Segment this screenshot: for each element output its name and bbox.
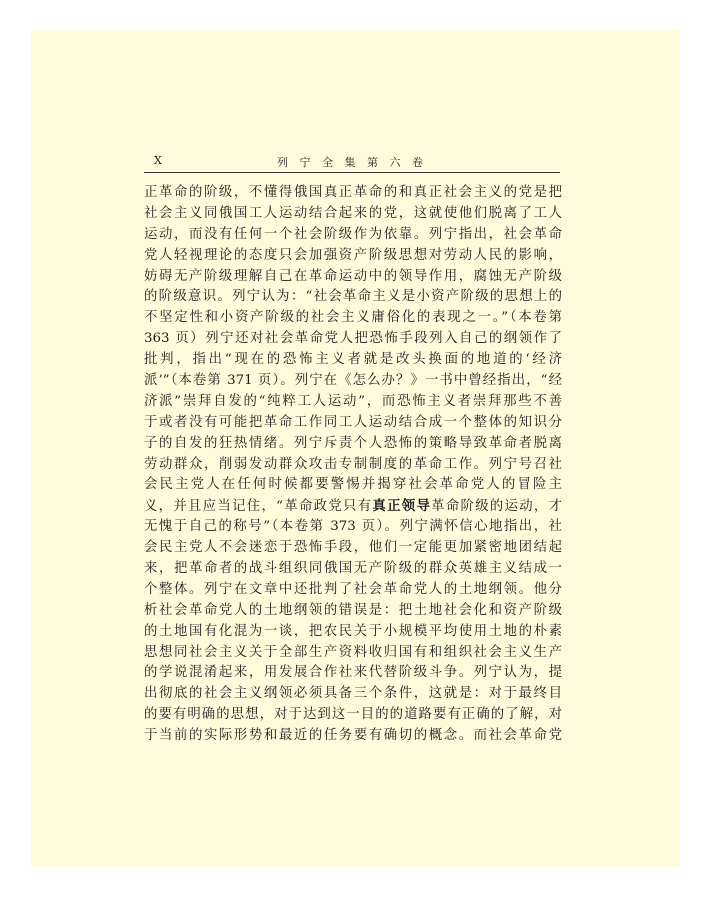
running-header bbox=[144, 150, 560, 170]
text-line-with-bold bbox=[144, 496, 562, 517]
text-line: 的阶级意识。列宁认为：“社会革命主义是小资产阶级的思想上的 bbox=[144, 289, 562, 305]
text-line: 运动，而没有任何一个社会阶级作为依靠。列宁指出，社会革命 bbox=[144, 226, 562, 242]
text-line: 正革命的阶级，不懂得俄国真正革命的和真正社会主义的党是把 bbox=[144, 185, 562, 200]
text-segment: 革命阶级的运动，才 bbox=[431, 499, 562, 515]
text-line: 会民主党人在任何时候都要警惕并揭穿社会革命党人的冒险主 bbox=[144, 477, 562, 493]
text-line: 批判，指出“现在的恐怖主义者就是改头换面的地道的‘经济 bbox=[144, 352, 562, 368]
running-title: 列 宁 全 集 第 六 卷 bbox=[277, 156, 427, 169]
text-segment: 义，并且应当记住，“革命政党只有 bbox=[144, 499, 373, 515]
text-line: 不坚定性和小资产阶级的社会主义庸俗化的表现之一。”（本卷第 bbox=[144, 310, 562, 326]
body-text bbox=[144, 183, 562, 747]
text-line: 的要有明确的思想，对于达到这一目的的道路要有正确的了解，对 bbox=[144, 707, 562, 723]
text-line: 的学说混淆起来，用发展合作社来代替阶级斗争。列宁认为，提 bbox=[144, 665, 562, 681]
text-line: 于当前的实际形势和最近的任务要有确切的概念。而社会革命党 bbox=[144, 728, 562, 744]
text-line: 党人轻视理论的态度只会加强资产阶级思想对劳动人民的影响， bbox=[144, 247, 562, 263]
header-rule bbox=[144, 172, 560, 173]
text-line: 个整体。列宁在文章中还批判了社会革命党人的土地纲领。他分 bbox=[144, 581, 562, 597]
text-line: 出彻底的社会主义纲领必须具备三个条件，这就是：对于最终目 bbox=[144, 686, 562, 702]
text-line: 363 页）列宁还对社会革命党人把恐怖手段列入自己的纲领作了 bbox=[144, 331, 562, 347]
text-line: 劳动群众，削弱发动群众攻击专制制度的革命工作。列宁号召社 bbox=[144, 456, 562, 472]
text-line: 来，把革命者的战斗组织同俄国无产阶级的群众英雄主义结成一 bbox=[144, 561, 562, 577]
text-line: 子的自发的狂热情绪。列宁斥责个人恐怖的策略导致革命者脱离 bbox=[144, 435, 562, 451]
text-line: 派’”（本卷第 371 页）。列宁在《怎么办？》一书中曾经指出，“经 bbox=[144, 373, 562, 389]
text-line: 济派”崇拜自发的“纯粹工人运动”，而恐怖主义者崇拜那些不善 bbox=[144, 393, 562, 409]
text-line: 析社会革命党人的土地纲领的错误是：把土地社会化和资产阶级 bbox=[144, 602, 562, 618]
text-line: 思想同社会主义关于全部生产资料收归国有和组织社会主义生产 bbox=[144, 644, 562, 660]
page-number: X bbox=[154, 154, 162, 167]
text-line: 无愧于自己的称号”（本卷第 373 页）。列宁满怀信心地指出，社 bbox=[144, 519, 562, 535]
text-line: 的土地国有化混为一谈，把农民关于小规模平均使用土地的朴素 bbox=[144, 623, 562, 639]
bold-phrase: 真正领导 bbox=[372, 498, 432, 515]
text-line: 妨碍无产阶级理解自己在革命运动中的领导作用，腐蚀无产阶级 bbox=[144, 268, 562, 284]
text-line: 于或者没有可能把革命工作同工人运动结合成一个整体的知识分 bbox=[144, 414, 562, 430]
text-line: 社会主义同俄国工人运动结合起来的党，这就使他们脱离了工人 bbox=[144, 205, 562, 221]
text-line: 会民主党人不会迷恋于恐怖手段，他们一定能更加紧密地团结起 bbox=[144, 540, 562, 556]
